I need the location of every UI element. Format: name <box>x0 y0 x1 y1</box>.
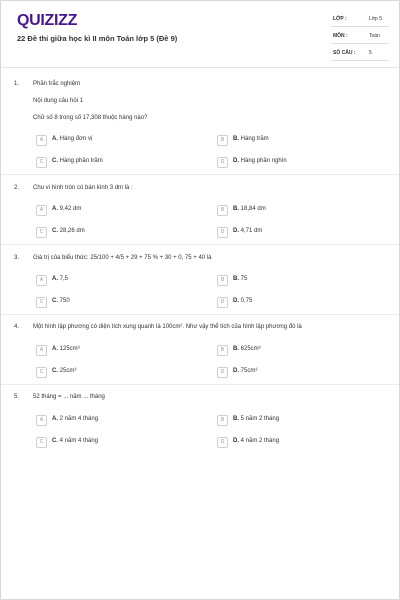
option-d[interactable] <box>217 157 387 167</box>
option-letter-box: D <box>217 157 228 168</box>
question-number: 4. <box>14 324 20 330</box>
option-label: D. <box>233 298 239 304</box>
option-a[interactable] <box>36 345 206 355</box>
option-letter-box: A <box>36 275 47 286</box>
option-label: C. <box>52 368 58 374</box>
question-text: Chữ số 8 trong số 17,308 thuộc hàng nào? <box>33 115 148 121</box>
option-letter-box: D <box>217 227 228 238</box>
meta-label: MÔN : <box>333 33 348 39</box>
option-c[interactable] <box>36 437 206 447</box>
option-a[interactable] <box>36 415 206 425</box>
option-text: Hàng trăm <box>240 136 269 142</box>
option-d[interactable] <box>217 297 387 307</box>
option-letter-box: C <box>36 157 47 168</box>
meta-row-subject <box>331 29 389 44</box>
option-b[interactable] <box>217 415 387 425</box>
option-a[interactable] <box>36 205 206 215</box>
option-label: A. <box>52 276 58 282</box>
meta-row-class <box>331 12 389 27</box>
quizizz-logo: QUIZIZZ <box>17 12 78 29</box>
option-text: Hàng phần trăm <box>59 158 103 164</box>
option-label: C. <box>52 228 58 234</box>
meta-value: Lớp 5 <box>369 16 383 22</box>
option-a[interactable] <box>36 135 206 145</box>
option-text: 4,71 dm <box>240 228 263 234</box>
option-letter-box: C <box>36 437 47 448</box>
option-label: B. <box>233 206 239 212</box>
option-b[interactable] <box>217 275 387 285</box>
option-letter-box: A <box>36 345 47 356</box>
option-text: 25cm³ <box>59 368 77 374</box>
meta-value: 5 <box>369 50 372 56</box>
option-label: C. <box>52 158 58 164</box>
option-text: 750 <box>59 298 70 304</box>
option-letter-box: A <box>36 415 47 426</box>
question-divider <box>1 384 399 385</box>
option-letter-box: B <box>217 135 228 146</box>
option-d[interactable] <box>217 227 387 237</box>
question-divider <box>1 244 399 245</box>
option-label: D. <box>233 158 239 164</box>
option-c[interactable] <box>36 157 206 167</box>
option-text: 0,75 <box>240 298 253 304</box>
option-text: 28,26 dm <box>59 228 85 234</box>
question-subtitle: Nội dung câu hỏi 1 <box>33 98 84 104</box>
option-letter-box: A <box>36 135 47 146</box>
option-b[interactable] <box>217 345 387 355</box>
option-label: A. <box>52 416 58 422</box>
option-label: C. <box>52 438 58 444</box>
option-letter-box: B <box>217 415 228 426</box>
option-label: D. <box>233 368 239 374</box>
option-letter-box: B <box>217 275 228 286</box>
meta-label: SỐ CÂU : <box>333 50 356 56</box>
option-letter-box: B <box>217 205 228 216</box>
option-d[interactable] <box>217 367 387 377</box>
option-letter-box: B <box>217 345 228 356</box>
option-text: 625cm³ <box>240 346 261 352</box>
option-c[interactable] <box>36 367 206 377</box>
option-label: A. <box>52 136 58 142</box>
document-title: 22 Đề thi giữa học kì II môn Toán lớp 5 (Đề 9) <box>17 34 178 43</box>
option-label: B. <box>233 346 239 352</box>
question-section: Phần trắc nghiệm <box>33 81 81 87</box>
option-letter-box: C <box>36 227 47 238</box>
option-text: 5 năm 2 tháng <box>240 416 280 422</box>
meta-value: Toán <box>369 33 380 39</box>
option-b[interactable] <box>217 135 387 145</box>
option-c[interactable] <box>36 227 206 237</box>
question-number: 3. <box>14 255 20 261</box>
option-letter-box: A <box>36 205 47 216</box>
question-text: 52 tháng = ... năm ... tháng <box>33 394 105 400</box>
option-label: B. <box>233 416 239 422</box>
option-text: 125cm³ <box>59 346 80 352</box>
option-text: 9,42 dm <box>59 206 82 212</box>
option-label: C. <box>52 298 58 304</box>
option-text: 4 năm 4 tháng <box>59 438 99 444</box>
question-text: Chu vi hình tròn có bán kính 3 dm là : <box>33 185 133 191</box>
question-text: Một hình lập phương có diện tích xung quanh là 100cm². Như vậy thể tích của hình lập phương đó là <box>33 324 302 330</box>
meta-panel <box>331 12 389 63</box>
option-text: Hàng phần nghìn <box>240 158 287 164</box>
option-label: B. <box>233 276 239 282</box>
option-d[interactable] <box>217 437 387 447</box>
option-letter-box: D <box>217 437 228 448</box>
option-text: 2 năm 4 tháng <box>59 416 99 422</box>
question-number: 2. <box>14 185 20 191</box>
option-letter-box: C <box>36 297 47 308</box>
option-c[interactable] <box>36 297 206 307</box>
option-b[interactable] <box>217 205 387 215</box>
question-text: Giá trị của biểu thức: 25/100 + 4/5 + 29 + 75 % + 30 + 0, 75 + 40 là <box>33 255 212 261</box>
option-label: D. <box>233 228 239 234</box>
option-label: D. <box>233 438 239 444</box>
option-text: 18,84 dm <box>240 206 266 212</box>
option-text: 4 năm 2 tháng <box>240 438 280 444</box>
meta-row-count <box>331 46 389 61</box>
option-letter-box: D <box>217 367 228 378</box>
option-label: A. <box>52 206 58 212</box>
option-a[interactable] <box>36 275 206 285</box>
option-text: 7,5 <box>59 276 69 282</box>
option-label: B. <box>233 136 239 142</box>
option-text: 75 <box>240 276 248 282</box>
question-divider <box>1 314 399 315</box>
option-label: A. <box>52 346 58 352</box>
option-letter-box: D <box>217 297 228 308</box>
option-letter-box: C <box>36 367 47 378</box>
option-text: 75cm³ <box>240 368 258 374</box>
meta-label: LỚP : <box>333 16 347 22</box>
question-divider <box>1 174 399 175</box>
question-number: 5. <box>14 394 20 400</box>
question-number: 1. <box>14 81 20 87</box>
header-divider <box>1 67 399 68</box>
option-text: Hàng đơn vị <box>59 136 93 142</box>
